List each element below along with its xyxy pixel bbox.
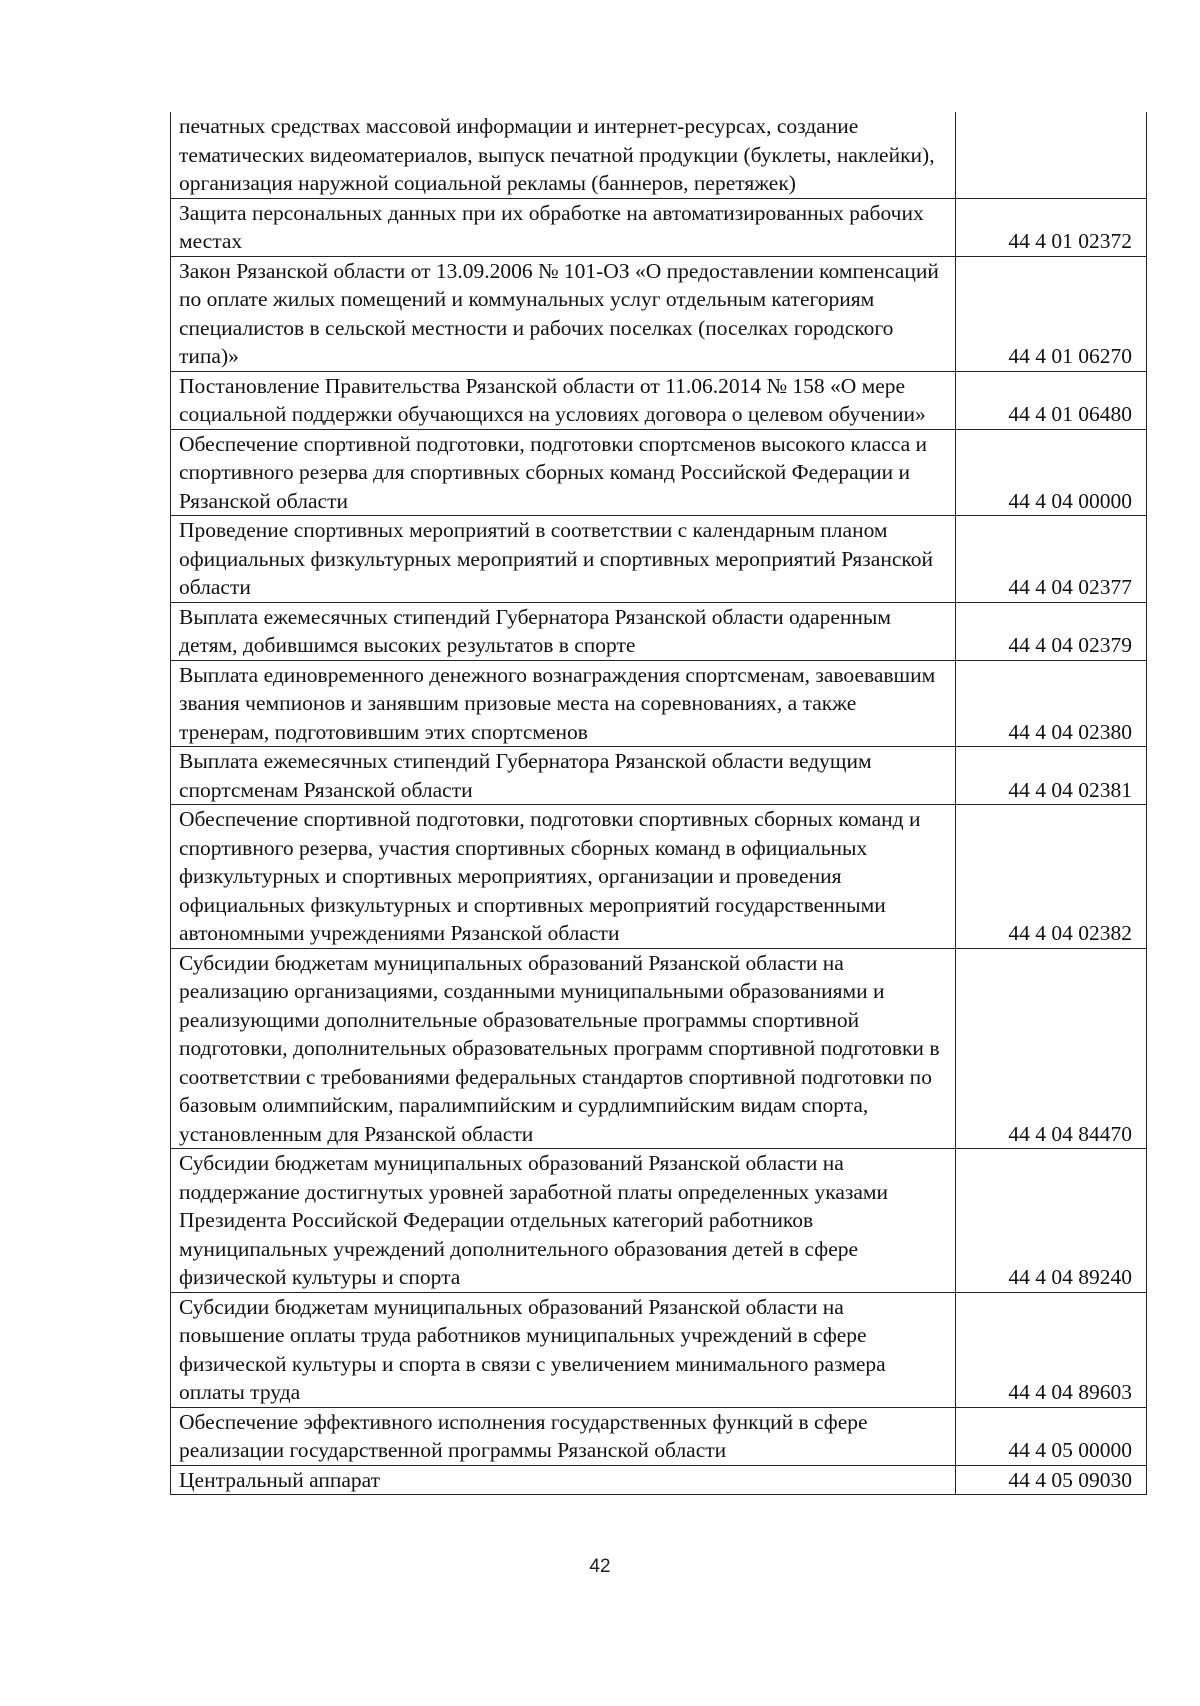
table-row xyxy=(171,429,1147,516)
table-row xyxy=(171,1407,1147,1465)
row-description: печатных средствах массовой информации и интернет-ресурсах, создание тематических видеоматериалов, выпуск печатной продукции (буклеты, наклейки), организация наружной социальной рекламы (баннеров, перетяжек) xyxy=(171,112,956,198)
table-row xyxy=(171,948,1147,1149)
row-description: Выплата ежемесячных стипендий Губернатора Рязанской области ведущим спортсменам Рязанской области xyxy=(171,747,956,805)
row-code: 44 4 04 00000 xyxy=(956,429,1147,516)
row-description: Обеспечение спортивной подготовки, подготовки спортивных сборных команд и спортивного резерва, участия спортивных сборных команд в официальных физкультурных и спортивных мероприятиях, организации и проведения официальных физкультурных и спортивных мероприятий государственными автономными учреждениями Рязанской области xyxy=(171,805,956,949)
table-row xyxy=(171,747,1147,805)
table-row xyxy=(171,1292,1147,1407)
table-row xyxy=(171,516,1147,603)
table-row xyxy=(171,112,1147,198)
page-number: 42 xyxy=(589,1556,611,1577)
row-code: 44 4 04 89240 xyxy=(956,1149,1147,1293)
row-description: Обеспечение эффективного исполнения государственных функций в сфере реализации государственной программы Рязанской области xyxy=(171,1407,956,1465)
table-row xyxy=(171,805,1147,949)
row-description: Проведение спортивных мероприятий в соответствии с календарным планом официальных физкультурных мероприятий и спортивных мероприятий Рязанской области xyxy=(171,516,956,603)
row-code: 44 4 01 06270 xyxy=(956,256,1147,371)
row-code xyxy=(956,112,1147,198)
row-code: 44 4 04 02382 xyxy=(956,805,1147,949)
table-row xyxy=(171,371,1147,429)
row-description: Закон Рязанской области от 13.09.2006 № 101-ОЗ «О предоставлении компенсаций по оплате жилых помещений и коммунальных услуг отдельным категориям специалистов в сельской местности и рабочих поселках (поселках городского типа)» xyxy=(171,256,956,371)
row-code: 44 4 05 09030 xyxy=(956,1465,1147,1495)
table-row xyxy=(171,660,1147,747)
row-description: Центральный аппарат xyxy=(171,1465,956,1495)
budget-classification-table xyxy=(170,112,1147,1495)
row-code: 44 4 04 02380 xyxy=(956,660,1147,747)
row-description: Постановление Правительства Рязанской области от 11.06.2014 № 158 «О мере социальной поддержки обучающихся на условиях договора о целевом обучении» xyxy=(171,371,956,429)
row-description: Выплата ежемесячных стипендий Губернатора Рязанской области одаренным детям, добившимся высоких результатов в спорте xyxy=(171,602,956,660)
row-description: Выплата единовременного денежного вознаграждения спортсменам, завоевавшим звания чемпионов и занявшим призовые места на соревнованиях, а также тренерам, подготовившим этих спортсменов xyxy=(171,660,956,747)
row-code: 44 4 04 02381 xyxy=(956,747,1147,805)
table-row xyxy=(171,198,1147,256)
table-row xyxy=(171,1465,1147,1495)
row-description: Субсидии бюджетам муниципальных образований Рязанской области на поддержание достигнутых уровней заработной платы определенных указами Президента Российской Федерации отдельных категорий работников муниципальных учреждений дополнительного образования детей в сфере физической культуры и спорта xyxy=(171,1149,956,1293)
table-row xyxy=(171,602,1147,660)
row-description: Защита персональных данных при их обработке на автоматизированных рабочих местах xyxy=(171,198,956,256)
row-description: Обеспечение спортивной подготовки, подготовки спортсменов высокого класса и спортивного резерва для спортивных сборных команд Российской Федерации и Рязанской области xyxy=(171,429,956,516)
row-description: Субсидии бюджетам муниципальных образований Рязанской области на реализацию организациями, созданными муниципальными образованиями и реализующими дополнительные образовательные программы спортивной подготовки, дополнительных образовательных программ спортивной подготовки в соответствии с требованиями федеральных стандартов спортивной подготовки по базовым олимпийским, паралимпийским и сурдлимпийским видам спорта, установленным для Рязанской области xyxy=(171,948,956,1149)
row-code: 44 4 05 00000 xyxy=(956,1407,1147,1465)
row-code: 44 4 04 89603 xyxy=(956,1292,1147,1407)
row-description: Субсидии бюджетам муниципальных образований Рязанской области на повышение оплаты труда работников муниципальных учреждений в сфере физической культуры и спорта в связи с увеличением минимального размера оплаты труда xyxy=(171,1292,956,1407)
row-code: 44 4 01 02372 xyxy=(956,198,1147,256)
row-code: 44 4 01 06480 xyxy=(956,371,1147,429)
row-code: 44 4 04 84470 xyxy=(956,948,1147,1149)
row-code: 44 4 04 02379 xyxy=(956,602,1147,660)
table-row xyxy=(171,1149,1147,1293)
row-code: 44 4 04 02377 xyxy=(956,516,1147,603)
table-row xyxy=(171,256,1147,371)
